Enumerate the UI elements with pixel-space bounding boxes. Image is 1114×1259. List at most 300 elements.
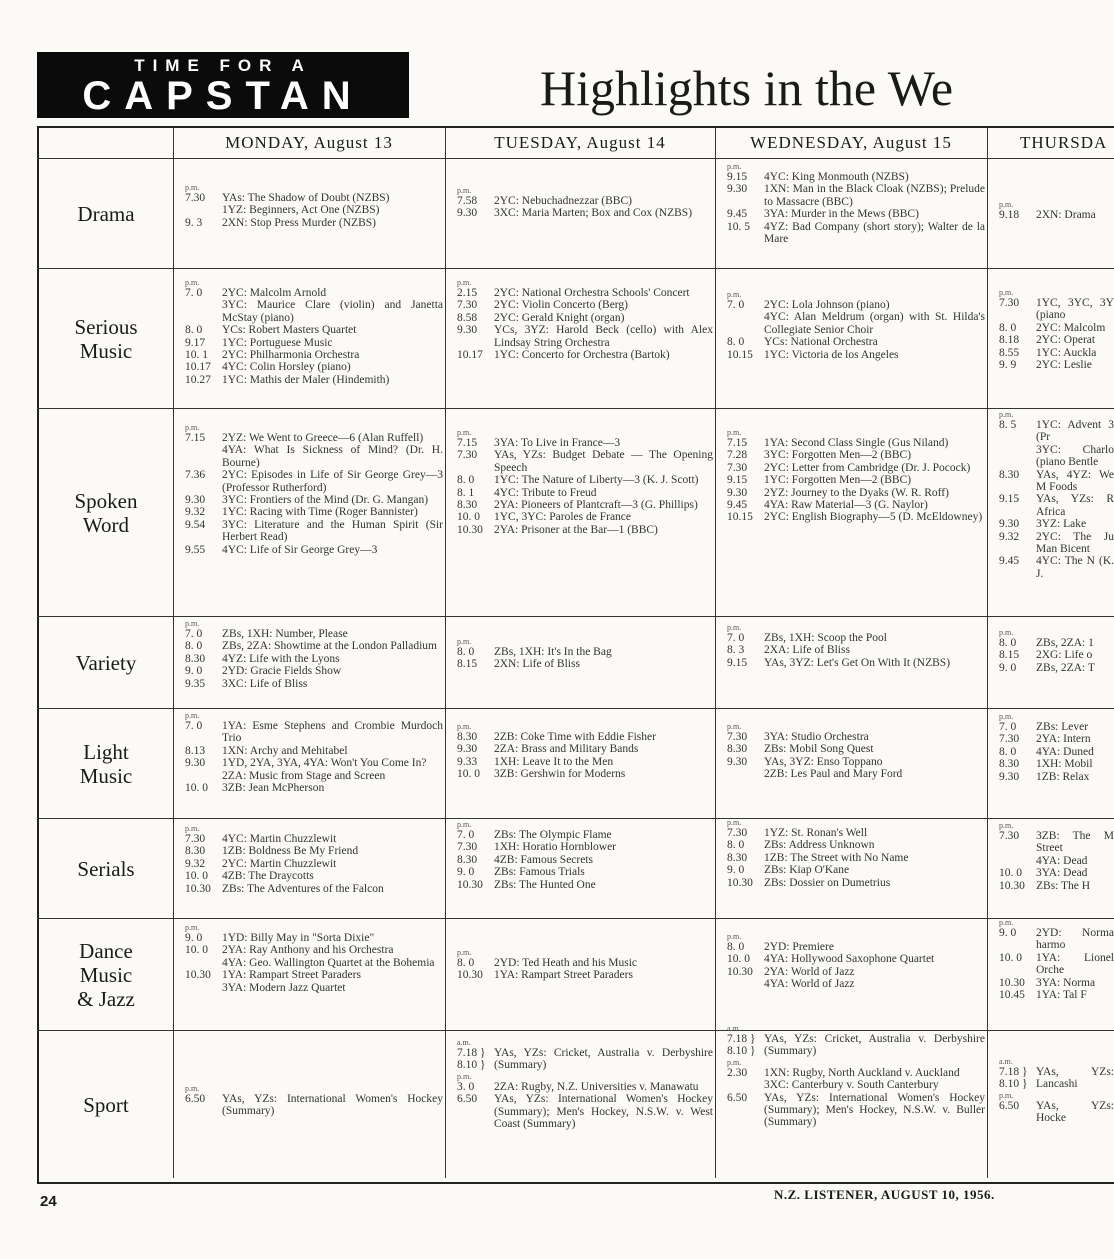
program-listing xyxy=(185,349,443,361)
program-description: 3YA: Murder in the Mews (BBC) xyxy=(764,208,919,221)
program-listing xyxy=(457,829,713,841)
program-time: 9.33 xyxy=(457,755,478,768)
program-time: 9. 3 xyxy=(185,216,203,229)
program-description: ZBs: The H xyxy=(1036,879,1091,892)
listing-cell xyxy=(185,423,443,615)
row-divider xyxy=(37,408,1114,409)
program-time: 8. 0 xyxy=(727,839,745,852)
listing-cell xyxy=(185,711,443,817)
program-description: 2YC: Leslie xyxy=(1036,359,1092,372)
program-time: 9.32 xyxy=(185,857,206,870)
program-listing xyxy=(727,462,985,474)
program-listing xyxy=(457,646,713,658)
program-listing xyxy=(185,833,443,845)
program-listing xyxy=(185,432,443,444)
program-description: 2YD: Ted Heath and his Music xyxy=(494,957,638,969)
program-time: 8. 0 xyxy=(999,321,1017,334)
program-time: 9.15 xyxy=(727,171,748,183)
program-description: ZBs: Lever xyxy=(1036,721,1089,733)
program-listing xyxy=(727,499,985,511)
program-description: 4YC: Tribute to Freud xyxy=(494,486,597,499)
program-listing xyxy=(727,657,985,669)
program-time: 8.30 xyxy=(185,845,206,858)
time-period-label: p.m. xyxy=(727,428,742,437)
program-description: 1YD: Billy May in "Sorta Dixie" xyxy=(222,932,375,944)
program-listing xyxy=(185,217,443,229)
program-listing xyxy=(727,1033,985,1058)
program-listing xyxy=(457,312,713,324)
time-period-label: a.m. xyxy=(999,1057,1013,1066)
program-description: 4YA: What Is Sickness of Mind? (Dr. H. Bourne) xyxy=(222,444,443,469)
program-listing xyxy=(727,171,985,183)
program-time: 7.30 xyxy=(999,733,1020,746)
time-period-label: p.m. xyxy=(999,821,1014,830)
program-time: 9.30 xyxy=(457,743,478,756)
program-time: 7.30 xyxy=(999,297,1020,309)
program-description: ZBs: Dossier on Dumetrius xyxy=(764,876,891,889)
program-listing xyxy=(185,1093,443,1118)
program-listing xyxy=(999,758,1114,770)
time-period-label: p.m. xyxy=(185,824,200,833)
program-listing xyxy=(457,957,713,969)
program-listing xyxy=(727,953,985,965)
program-time: 9.45 xyxy=(999,555,1020,568)
program-description: 2YC: English Biography—5 (D. McEldowney) xyxy=(764,511,983,524)
program-time: 7.15 xyxy=(727,437,748,449)
program-listing xyxy=(457,731,713,743)
program-description: 2XA: Life of Bliss xyxy=(764,644,850,657)
program-listing xyxy=(999,662,1114,674)
category-serials: Serials xyxy=(77,856,135,881)
program-listing xyxy=(999,649,1114,661)
program-time: 7.30 xyxy=(727,731,748,743)
program-listing xyxy=(727,768,985,780)
program-time: 9. 0 xyxy=(999,927,1017,939)
time-period-label: p.m. xyxy=(185,711,200,720)
listing-cell xyxy=(457,637,713,707)
day-header-tuesday: TUESDAY, August 14 xyxy=(494,133,666,152)
program-description: 1YC: Concerto for Orchestra (Bartok) xyxy=(494,349,670,362)
program-description: 3XC: Canterbury v. South Canterbury xyxy=(764,1079,939,1092)
listing-cell xyxy=(727,932,985,1029)
program-listing xyxy=(457,866,713,878)
program-time: 10. 0 xyxy=(185,782,208,795)
program-time: 8.30 xyxy=(185,652,206,665)
program-listing xyxy=(457,499,713,511)
time-period-label: p.m. xyxy=(999,200,1014,209)
program-listing xyxy=(727,877,985,889)
program-listing xyxy=(457,1081,713,1093)
program-time: 9.30 xyxy=(185,494,206,507)
program-time: 9.30 xyxy=(999,770,1020,783)
program-time: 7.30 xyxy=(185,833,206,845)
program-listing xyxy=(185,204,443,216)
program-time: 10. 0 xyxy=(999,867,1022,880)
program-time: 7.28 xyxy=(727,449,748,462)
program-description: 4YA: World of Jazz xyxy=(764,978,855,991)
program-description: 1ZB: Boldness Be My Friend xyxy=(222,845,359,858)
program-time: 10.30 xyxy=(999,879,1025,892)
program-time: 10. 0 xyxy=(727,953,750,966)
program-time: 7. 0 xyxy=(999,721,1017,733)
program-time: 10. 0 xyxy=(999,951,1022,964)
program-description: YAs, YZs: Hocke xyxy=(1036,1099,1114,1125)
program-time: 7.30 xyxy=(457,449,478,462)
program-description: 1YA: Lionel Orche xyxy=(1036,951,1114,977)
program-time: 9.54 xyxy=(185,518,206,531)
program-listing xyxy=(185,494,443,506)
program-description: 3YA: Norma xyxy=(1036,976,1096,989)
program-listing xyxy=(185,944,443,956)
listing-cell xyxy=(727,428,985,615)
program-listing xyxy=(999,746,1114,758)
program-description: 4YA: Geo. Wallington Quartet at the Bohemia xyxy=(222,956,435,969)
program-time: 8.15 xyxy=(999,649,1020,662)
program-listing xyxy=(457,1093,713,1130)
program-listing xyxy=(727,511,985,523)
listing-cell xyxy=(999,918,1114,1029)
program-listing xyxy=(727,208,985,220)
program-description: ZBs, 1XH: Number, Please xyxy=(222,628,348,640)
program-description: YCs, 3YZ: Harold Beck (cello) with Alex Lindsay String Orchestra xyxy=(494,324,713,349)
program-description: 2YC: Lola Johnson (piano) xyxy=(764,299,890,311)
program-description: 1YA: Second Class Single (Gus Niland) xyxy=(764,437,949,449)
time-period-label: p.m. xyxy=(999,918,1014,927)
program-description: 1XN: Archy and Mehitabel xyxy=(222,744,348,757)
program-listing xyxy=(999,493,1114,518)
program-time: 7.18 } 8.10 } xyxy=(999,1066,1028,1091)
program-time: 9. 0 xyxy=(999,661,1017,674)
program-time: 6.50 xyxy=(999,1099,1020,1112)
program-time: 6.50 xyxy=(457,1093,478,1106)
column-divider xyxy=(445,128,446,1178)
program-description: 2ZA: Music from Stage and Screen xyxy=(222,769,386,782)
program-time: 3. 0 xyxy=(457,1080,475,1093)
program-time: 10.15 xyxy=(727,348,753,361)
program-listing xyxy=(457,1047,713,1072)
program-description: ZBs, 2ZA: 1 xyxy=(1036,637,1094,649)
program-time: 10.45 xyxy=(999,989,1025,1002)
program-time: 8. 0 xyxy=(999,637,1017,649)
program-description: 3YA: Modern Jazz Quartet xyxy=(222,981,346,994)
listing-cell xyxy=(457,278,713,406)
program-time: 10.30 xyxy=(457,523,483,536)
program-time xyxy=(185,444,222,469)
program-time: 7.58 xyxy=(457,195,478,207)
program-time: 7. 0 xyxy=(727,632,745,644)
program-listing xyxy=(999,531,1114,556)
program-description: 3YC: Maurice Clare (violin) and Janetta McStay (piano) xyxy=(222,299,443,324)
time-period-label: p.m. xyxy=(457,948,472,957)
program-description: 3YC: Frontiers of the Mind (Dr. G. Mangan) xyxy=(222,494,429,507)
program-time: 8.55 xyxy=(999,346,1020,359)
program-listing xyxy=(999,867,1114,879)
program-description: ZBs: Kiap O'Kane xyxy=(764,864,850,877)
program-time: 10.30 xyxy=(185,969,211,982)
page-number: 24 xyxy=(40,1193,57,1210)
program-time: 10.15 xyxy=(727,511,753,524)
logo-line1: TIME FOR A xyxy=(134,56,312,75)
program-description: YCs: Robert Masters Quartet xyxy=(222,324,357,337)
program-description: YAs, YZs: International Women's Hockey (Summary); Men's Hockey, N.S.W. v. West Coast (Summary) xyxy=(494,1093,713,1131)
program-listing xyxy=(727,1079,985,1091)
time-period-label: p.m. xyxy=(727,290,742,299)
logo-line2: CAPSTAN xyxy=(82,74,364,118)
program-time: 10.30 xyxy=(727,965,753,978)
program-listing xyxy=(999,518,1114,530)
program-description: 1YA: Rampart Street Paraders xyxy=(494,969,633,982)
program-time: 8.58 xyxy=(457,311,478,324)
program-time: 9.17 xyxy=(185,336,206,349)
program-listing xyxy=(999,322,1114,334)
program-description: 3YC: Literature and the Human Spirit (Sir Herbert Read) xyxy=(222,518,443,544)
time-period-label: p.m. xyxy=(457,637,472,646)
program-time: 9.45 xyxy=(727,208,748,221)
program-time: 9.30 xyxy=(999,518,1020,531)
program-description: 2YC: The Ju Man Bicent xyxy=(1036,530,1114,556)
program-listing xyxy=(999,1066,1114,1091)
program-time: 2.30 xyxy=(727,1066,748,1079)
program-description: YAs, YZs: Cricket, Australia v. Derbyshire (Summary) xyxy=(494,1047,713,1072)
program-description: 2YC: Episodes in Life of Sir George Grey—3 (Professor Rutherford) xyxy=(222,469,443,494)
program-time: 7. 0 xyxy=(457,829,475,841)
time-period-label: a.m. xyxy=(457,1038,471,1047)
program-listing xyxy=(185,858,443,870)
program-listing xyxy=(727,941,985,953)
program-time: 10. 0 xyxy=(457,511,480,524)
program-listing xyxy=(457,768,713,780)
program-time: 9.30 xyxy=(457,324,478,337)
program-listing xyxy=(727,852,985,864)
listing-cell xyxy=(727,1024,985,1177)
program-description: 2YC: Nebuchadnezzar (BBC) xyxy=(494,195,632,207)
program-listing xyxy=(185,506,443,518)
listing-cell xyxy=(185,278,443,406)
program-time: 9.30 xyxy=(727,755,748,768)
program-description: 4YZ: Life with the Lyons xyxy=(222,652,340,665)
program-listing xyxy=(999,830,1114,855)
program-time: 10.27 xyxy=(185,373,211,386)
program-description: ZBs: Mobil Song Quest xyxy=(764,743,874,756)
program-description: YAs, YZs: Budget Debate — The Opening Speech xyxy=(494,449,713,474)
program-description: 1YA: Tal F xyxy=(1036,989,1087,1002)
program-description: 4YC: Colin Horsley (piano) xyxy=(222,361,351,374)
program-time: 9.30 xyxy=(727,183,748,196)
listing-cell xyxy=(457,820,713,917)
program-listing xyxy=(185,782,443,794)
row-divider xyxy=(37,268,1114,269)
program-listing xyxy=(457,879,713,891)
program-time: 8. 0 xyxy=(999,745,1017,758)
program-listing xyxy=(999,1100,1114,1125)
program-listing xyxy=(185,299,443,324)
program-time: 8.30 xyxy=(999,468,1020,481)
program-listing xyxy=(727,474,985,486)
program-listing xyxy=(999,880,1114,892)
program-time xyxy=(727,768,764,780)
program-description: 2YC: Malcolm xyxy=(1036,321,1106,334)
program-time: 9.35 xyxy=(185,677,206,690)
program-description: 1YC: Portuguese Music xyxy=(222,336,333,349)
program-description: ZBs: The Olympic Flame xyxy=(494,829,612,841)
program-description: 4YC: The N (K. J. xyxy=(1036,555,1114,580)
program-listing xyxy=(999,297,1114,322)
program-listing xyxy=(457,854,713,866)
program-listing xyxy=(999,927,1114,952)
program-listing xyxy=(185,444,443,469)
listing-cell xyxy=(185,824,443,917)
listing-cell xyxy=(185,923,443,1029)
program-description: 2ZA: Brass and Military Bands xyxy=(494,743,639,756)
program-description: YAs, 3YZ: Enso Toppano xyxy=(764,755,883,768)
program-time: 8.30 xyxy=(457,499,478,512)
program-listing xyxy=(185,374,443,386)
program-description: 4ZB: Famous Secrets xyxy=(494,853,594,866)
row-divider xyxy=(37,708,1114,709)
program-description: 1YD, 2YA, 3YA, 4YA: Won't You Come In? xyxy=(222,757,427,770)
program-description: ZBs: The Adventures of the Falcon xyxy=(222,882,384,895)
program-listing xyxy=(727,1067,985,1079)
program-time: 10. 5 xyxy=(727,220,750,233)
program-listing xyxy=(999,855,1114,867)
program-listing xyxy=(999,989,1114,1001)
program-listing xyxy=(727,299,985,311)
program-time: 9.18 xyxy=(999,209,1020,221)
program-time: 6.50 xyxy=(185,1093,206,1105)
time-period-label: p.m. xyxy=(185,278,200,287)
program-description: 2YA: Prisoner at the Bar—1 (BBC) xyxy=(494,523,658,536)
program-listing xyxy=(185,287,443,299)
program-description: 2YC: Violin Concerto (Berg) xyxy=(494,299,628,312)
listing-cell xyxy=(457,1038,713,1177)
program-time: 9. 0 xyxy=(185,665,203,678)
program-time: 8. 5 xyxy=(999,419,1017,431)
program-time: 9.15 xyxy=(999,493,1020,506)
program-listing xyxy=(727,349,985,361)
time-period-label: p.m. xyxy=(457,186,472,195)
program-time: 7.30 xyxy=(185,192,206,204)
program-description: 2YC: Philharmonia Orchestra xyxy=(222,349,360,362)
program-description: 3YA: Studio Orchestra xyxy=(764,731,869,743)
program-description: ZBs: The Hunted One xyxy=(494,878,596,891)
time-period-label: p.m. xyxy=(727,162,742,171)
program-listing xyxy=(457,437,713,449)
program-time: 2.15 xyxy=(457,287,478,299)
program-description: 1YC, 3YC, 3Y (piano xyxy=(1036,297,1114,322)
program-listing xyxy=(999,419,1114,444)
program-description: 1YA: Rampart Street Paraders xyxy=(222,969,361,982)
time-period-label: p.m. xyxy=(999,712,1014,721)
program-time: 9.15 xyxy=(727,656,748,669)
category-variety: Variety xyxy=(75,650,137,675)
program-time: 7. 0 xyxy=(185,287,203,299)
program-description: 3YC: Forgotten Men—2 (BBC) xyxy=(764,449,912,462)
program-listing xyxy=(999,209,1114,221)
program-description: 4YA: Duned xyxy=(1036,745,1094,758)
program-description: 1YC: Auckla xyxy=(1036,346,1097,359)
program-time: 7.36 xyxy=(185,469,206,482)
time-period-label: p.m. xyxy=(185,619,200,628)
program-description: 1YZ: Beginners, Act One (NZBS) xyxy=(222,204,380,217)
row-divider xyxy=(37,918,1114,919)
program-listing xyxy=(185,757,443,769)
program-description: 4YC: Alan Meldrum (organ) with St. Hilda's Collegiate Senior Choir xyxy=(764,311,985,336)
program-time: 7.30 xyxy=(457,841,478,854)
program-listing xyxy=(185,982,443,994)
time-period-label: p.m. xyxy=(999,628,1014,637)
program-time: 9. 9 xyxy=(999,359,1017,372)
program-time xyxy=(185,204,222,216)
time-period-label: p.m. xyxy=(457,428,472,437)
program-description: 2ZB: Les Paul and Mary Ford xyxy=(764,768,903,781)
program-time: 6.50 xyxy=(727,1091,748,1104)
program-description: 1ZB: Relax xyxy=(1036,770,1090,783)
program-time: 10. 0 xyxy=(185,944,208,957)
program-description: 1YC: Forgotten Men—2 (BBC) xyxy=(764,474,912,487)
program-description: 3ZB: Jean McPherson xyxy=(222,782,325,795)
program-description: 3YZ: Lake xyxy=(1036,518,1087,531)
day-header-monday: MONDAY, August 13 xyxy=(225,133,393,152)
program-time: 8.30 xyxy=(727,851,748,864)
program-listing xyxy=(999,444,1114,469)
program-listing xyxy=(185,361,443,373)
program-time: 10.30 xyxy=(457,878,483,891)
program-listing xyxy=(999,721,1114,733)
listing-cell xyxy=(185,619,443,707)
program-listing xyxy=(727,487,985,499)
time-period-label: p.m. xyxy=(727,1057,742,1067)
day-header-wednesday: WEDNESDAY, August 15 xyxy=(750,133,952,152)
program-description: 2ZA: Rugby, N.Z. Universities v. Manawatu xyxy=(494,1080,699,1093)
program-time: 9. 0 xyxy=(727,864,745,877)
listing-cell xyxy=(727,162,985,266)
program-time: 7.18 } 8.10 } xyxy=(457,1047,486,1072)
program-description: 2ZB: Coke Time with Eddie Fisher xyxy=(494,731,656,743)
time-period-label: p.m. xyxy=(457,820,472,829)
program-time: 8. 0 xyxy=(727,336,745,349)
program-listing xyxy=(457,969,713,981)
program-time xyxy=(185,982,222,994)
program-description: 1YC: Racing with Time (Roger Bannister) xyxy=(222,506,418,519)
time-period-label: p.m. xyxy=(999,1090,1014,1100)
program-listing xyxy=(999,469,1114,494)
program-time: 10.17 xyxy=(185,361,211,374)
program-time: 7.18 } 8.10 } xyxy=(727,1033,756,1058)
program-description: 3ZB: Gershwin for Moderns xyxy=(494,768,626,781)
program-listing xyxy=(185,665,443,677)
time-period-label: p.m. xyxy=(727,932,742,941)
program-time: 9.45 xyxy=(727,499,748,512)
program-listing xyxy=(457,487,713,499)
category-dance-music-jazz: Dance Music & Jazz xyxy=(77,938,135,1011)
program-listing xyxy=(999,555,1114,580)
time-period-label: p.m. xyxy=(457,278,472,287)
program-description: 2YZ: Journey to the Dyaks (W. R. Roff) xyxy=(764,486,949,499)
column-divider xyxy=(715,128,716,1178)
program-listing xyxy=(185,770,443,782)
program-listing xyxy=(457,299,713,311)
program-description: 1YC: Victoria de los Angeles xyxy=(764,348,899,361)
program-description: 1YC: Mathis der Maler (Hindemith) xyxy=(222,373,390,386)
program-time xyxy=(727,978,764,990)
program-description: 2YC: Operat xyxy=(1036,334,1096,347)
program-description: 2YC: Gerald Knight (organ) xyxy=(494,311,625,324)
program-description: 1XN: Rugby, North Auckland v. Auckland xyxy=(764,1066,960,1079)
program-listing xyxy=(727,644,985,656)
program-description: 1XN: Man in the Black Cloak (NZBS); Prelude to Massacre (BBC) xyxy=(764,183,985,208)
program-time: 8.30 xyxy=(999,758,1020,771)
program-description: ZBs: Famous Trials xyxy=(494,866,585,879)
